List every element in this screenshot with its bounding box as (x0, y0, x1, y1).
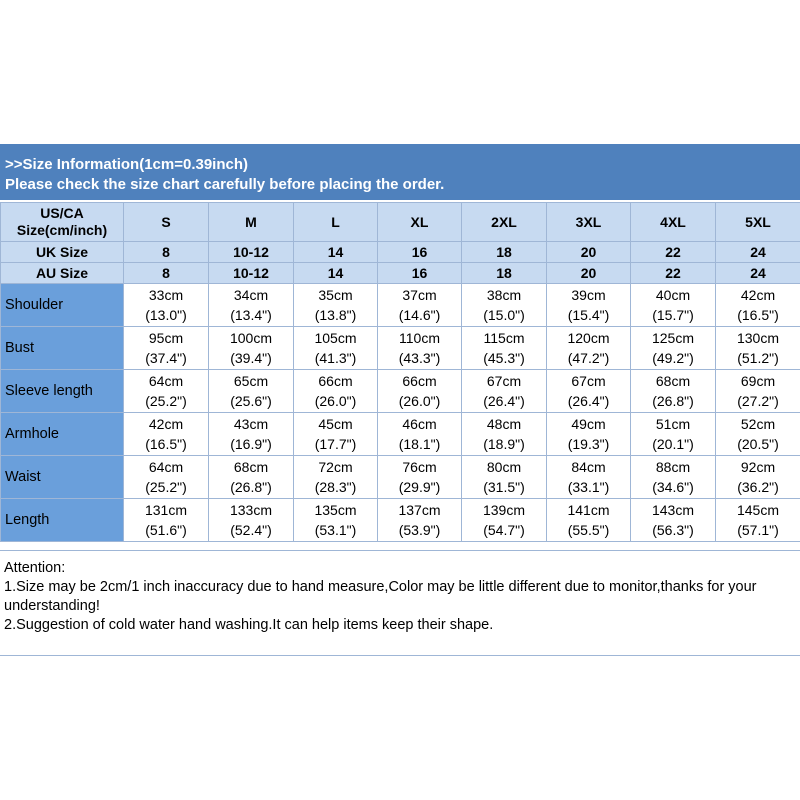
measure-cell (716, 370, 800, 413)
attention-title: Attention: (4, 560, 66, 576)
au-size-cell: 18 (462, 263, 547, 284)
inch-value: (34.6") (652, 479, 694, 495)
inch-value: (39.4") (230, 350, 272, 366)
measure-cell (547, 413, 631, 456)
length-label: Length (1, 499, 124, 542)
inch-value: (14.6") (398, 307, 441, 323)
measure-cell (378, 413, 462, 456)
inch-value: (36.2") (737, 479, 779, 495)
cm-value: 65cm (233, 373, 269, 389)
cm-value: 139cm (482, 502, 526, 518)
cm-value: 69cm (740, 373, 776, 389)
measure-cell (294, 456, 378, 499)
inch-value: (13.8") (314, 307, 357, 323)
cm-value: 42cm (148, 416, 184, 432)
uk-size-cell: 22 (631, 242, 716, 263)
cm-value: 49cm (571, 416, 606, 432)
inch-value: (37.4") (145, 350, 187, 366)
uk-size-row (1, 242, 800, 263)
inch-value: (25.6") (230, 393, 272, 409)
cm-value: 92cm (740, 459, 776, 475)
measure-cell (631, 456, 716, 499)
banner-title: >>Size Information(1cm=0.39inch) (5, 156, 248, 173)
cm-value: 133cm (229, 502, 273, 518)
au-size-row (1, 263, 800, 284)
cm-value: 95cm (148, 330, 184, 346)
cm-value: 33cm (148, 287, 184, 303)
armhole-label: Armhole (1, 413, 124, 456)
uk-size-cell: 24 (716, 242, 800, 263)
uk-size-cell: 20 (547, 242, 631, 263)
au-size-cell: 14 (294, 263, 378, 284)
inch-value: (33.1") (567, 479, 610, 495)
inch-value: (52.4") (230, 522, 272, 538)
inch-value: (25.2") (145, 479, 187, 495)
cm-value: 125cm (651, 330, 695, 346)
au-size-cell: 8 (124, 263, 209, 284)
cm-value: 141cm (567, 502, 610, 518)
measure-cell (209, 370, 294, 413)
inch-value: (51.6") (145, 522, 187, 538)
uk-size-cell: 18 (462, 242, 547, 263)
inch-value: (19.3") (567, 436, 610, 452)
cm-value: 84cm (571, 459, 606, 475)
measure-cell (378, 327, 462, 370)
inch-value: (15.0") (483, 307, 525, 323)
cm-value: 110cm (399, 330, 440, 346)
inch-value: (18.1") (398, 436, 441, 452)
inch-value: (15.4") (567, 307, 610, 323)
cm-value: 67cm (486, 373, 522, 389)
cm-value: 131cm (144, 502, 188, 518)
au-size-cell: 24 (716, 263, 800, 284)
waist-label: Waist (1, 456, 124, 499)
armhole-row (1, 413, 800, 456)
cm-value: 137cm (398, 502, 441, 518)
au-size-cell: 20 (547, 263, 631, 284)
cm-value: 80cm (486, 459, 522, 475)
cm-value: 68cm (655, 373, 691, 389)
inch-value: (18.9") (483, 436, 525, 452)
inch-value: (53.9") (398, 522, 441, 538)
uk-size-cell: 14 (294, 242, 378, 263)
measure-cell (631, 413, 716, 456)
inch-value: (28.3") (314, 479, 357, 495)
us-ca-label: US/CA (40, 205, 84, 221)
length-row (1, 499, 800, 542)
inch-value: (55.5") (567, 522, 610, 538)
cm-value: 45cm (318, 416, 353, 432)
measure-cell (462, 413, 547, 456)
measure-cell (631, 284, 716, 327)
measure-cell (716, 284, 800, 327)
size-s: S (124, 203, 209, 242)
au-size-label: AU Size (1, 263, 124, 284)
measure-cell (124, 284, 209, 327)
uk-size-cell: 16 (378, 242, 462, 263)
cm-value: 135cm (314, 502, 357, 518)
measure-cell (209, 284, 294, 327)
measure-cell (378, 456, 462, 499)
cm-value: 42cm (740, 287, 776, 303)
size-chart (0, 144, 800, 656)
uk-size-cell: 10-12 (209, 242, 294, 263)
sleeve-length-row (1, 370, 800, 413)
attention-note-1: 1.Size may be 2cm/1 inch inaccuracy due to hand measure,Color may be little different due to monitor,thanks for your understanding! (4, 579, 757, 614)
sleeve-length-label: Sleeve length (1, 370, 124, 413)
cm-value: 72cm (318, 459, 353, 475)
measure-cell (294, 327, 378, 370)
inch-value: (20.5") (737, 436, 779, 452)
cm-value: 34cm (233, 287, 269, 303)
attention-notes (0, 550, 800, 656)
cm-value: 48cm (486, 416, 522, 432)
inch-value: (49.2") (652, 350, 694, 366)
size-4xl: 4XL (631, 203, 716, 242)
measure-cell (547, 327, 631, 370)
inch-value: (41.3") (314, 350, 357, 366)
attention-note-2: 2.Suggestion of cold water hand washing.It can help items keep their shape. (4, 617, 494, 633)
cm-value: 51cm (655, 416, 691, 432)
size-3xl: 3XL (547, 203, 631, 242)
size-unit-label: Size(cm/inch) (16, 222, 108, 238)
measure-cell (378, 284, 462, 327)
measure-cell (547, 499, 631, 542)
measure-cell (124, 456, 209, 499)
shoulder-label: Shoulder (1, 284, 124, 327)
measure-cell (378, 499, 462, 542)
measure-cell (124, 413, 209, 456)
inch-value: (16.9") (230, 436, 272, 452)
inch-value: (16.5") (145, 436, 187, 452)
inch-value: (53.1") (314, 522, 357, 538)
cm-value: 37cm (402, 287, 437, 303)
cm-value: 64cm (148, 459, 184, 475)
inch-value: (54.7") (483, 522, 525, 538)
inch-value: (26.4") (483, 393, 525, 409)
measure-cell (294, 284, 378, 327)
inch-value: (26.8") (230, 479, 272, 495)
cm-value: 145cm (736, 502, 780, 518)
cm-value: 64cm (148, 373, 184, 389)
size-2xl: 2XL (462, 203, 547, 242)
inch-value: (29.9") (398, 479, 441, 495)
inch-value: (26.4") (567, 393, 610, 409)
au-size-cell: 10-12 (209, 263, 294, 284)
measure-cell (462, 499, 547, 542)
cm-value: 120cm (567, 330, 610, 346)
measure-cell (124, 327, 209, 370)
cm-value: 52cm (740, 416, 776, 432)
measure-cell (462, 370, 547, 413)
inch-value: (15.7") (652, 307, 694, 323)
cm-value: 115cm (483, 330, 525, 346)
bust-row (1, 327, 800, 370)
measure-cell (547, 284, 631, 327)
measure-cell (209, 456, 294, 499)
cm-value: 76cm (402, 459, 437, 475)
cm-value: 105cm (314, 330, 357, 346)
inch-value: (26.8") (652, 393, 694, 409)
cm-value: 130cm (736, 330, 780, 346)
measure-cell (716, 327, 800, 370)
waist-row (1, 456, 800, 499)
measure-cell (462, 456, 547, 499)
measure-cell (716, 456, 800, 499)
measure-cell (631, 499, 716, 542)
cm-value: 43cm (233, 416, 269, 432)
uk-size-cell: 8 (124, 242, 209, 263)
cm-value: 46cm (402, 416, 437, 432)
inch-value: (13.0") (145, 307, 187, 323)
measure-cell (631, 327, 716, 370)
cm-value: 88cm (655, 459, 691, 475)
inch-value: (45.3") (483, 350, 525, 366)
measure-cell (716, 499, 800, 542)
inch-value: (16.5") (737, 307, 779, 323)
measure-cell (124, 499, 209, 542)
inch-value: (13.4") (230, 307, 272, 323)
cm-value: 35cm (318, 287, 353, 303)
measure-cell (547, 370, 631, 413)
measure-cell (547, 456, 631, 499)
bust-label: Bust (1, 327, 124, 370)
measure-cell (124, 370, 209, 413)
cm-value: 40cm (655, 287, 691, 303)
inch-value: (51.2") (737, 350, 779, 366)
measure-cell (294, 413, 378, 456)
inch-value: (47.2") (567, 350, 610, 366)
measure-cell (294, 370, 378, 413)
measure-cell (294, 499, 378, 542)
inch-value: (26.0") (314, 393, 357, 409)
size-5xl: 5XL (716, 203, 800, 242)
uk-size-label: UK Size (1, 242, 124, 263)
inch-value: (17.7") (314, 436, 357, 452)
cm-value: 67cm (571, 373, 606, 389)
cm-value: 143cm (651, 502, 695, 518)
inch-value: (43.3") (398, 350, 441, 366)
cm-value: 66cm (402, 373, 437, 389)
cm-value: 38cm (486, 287, 522, 303)
size-xl: XL (378, 203, 462, 242)
measure-cell (462, 284, 547, 327)
measure-cell (378, 370, 462, 413)
measure-cell (209, 413, 294, 456)
cm-value: 66cm (318, 373, 353, 389)
measure-cell (209, 499, 294, 542)
au-size-cell: 22 (631, 263, 716, 284)
cm-value: 39cm (571, 287, 606, 303)
size-info-banner (0, 144, 800, 200)
cm-value: 68cm (233, 459, 269, 475)
inch-value: (57.1") (737, 522, 779, 538)
measure-cell (209, 327, 294, 370)
inch-value: (26.0") (398, 393, 441, 409)
banner-subtitle: Please check the size chart carefully before placing the order. (5, 176, 445, 193)
size-table (0, 202, 800, 542)
au-size-cell: 16 (378, 263, 462, 284)
measure-cell (462, 327, 547, 370)
inch-value: (56.3") (652, 522, 694, 538)
us-size-header-label (1, 203, 124, 242)
shoulder-row (1, 284, 800, 327)
us-size-row (1, 203, 800, 242)
inch-value: (25.2") (145, 393, 187, 409)
measure-cell (716, 413, 800, 456)
size-m: M (209, 203, 294, 242)
inch-value: (27.2") (737, 393, 779, 409)
inch-value: (31.5") (483, 479, 525, 495)
measure-cell (631, 370, 716, 413)
cm-value: 100cm (229, 330, 273, 346)
size-l: L (294, 203, 378, 242)
inch-value: (20.1") (652, 436, 694, 452)
